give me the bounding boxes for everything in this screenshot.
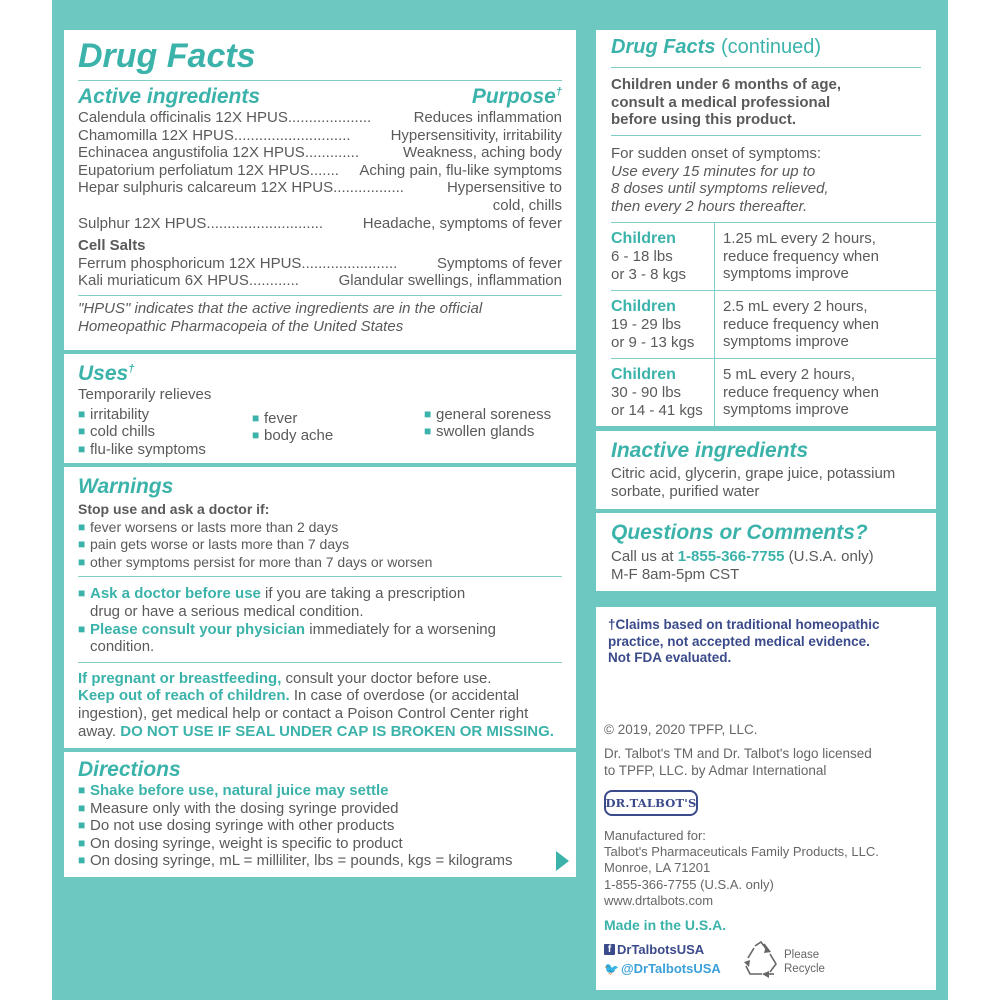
purpose-text: Reduces inflammation bbox=[413, 109, 562, 126]
ingredient-name: Eupatorium perfoliatum 12X HPUS bbox=[78, 161, 310, 179]
bullet-icon: ■ bbox=[78, 818, 86, 833]
leader-dots: ............................ bbox=[206, 214, 324, 232]
bullet-icon: ■ bbox=[78, 406, 86, 421]
uses-panel bbox=[64, 354, 576, 463]
bullet-icon: ■ bbox=[252, 410, 260, 425]
contact-info: Call us at 1-855-366-7755 (U.S.A. only) M-F 8am-5pm CST bbox=[611, 548, 874, 583]
ingredient-row bbox=[78, 144, 562, 162]
stop-use-heading: Stop use and ask a doctor if: bbox=[78, 501, 270, 517]
bullet-item: ■ body ache bbox=[252, 427, 334, 445]
twitter-handle[interactable]: 🐦 @DrTalbotsUSA bbox=[604, 961, 721, 976]
dosing-row bbox=[611, 290, 937, 358]
continued-title: Drug Facts (continued) bbox=[611, 36, 822, 58]
left-margin bbox=[0, 0, 52, 1000]
leader-dots: ............................ bbox=[233, 126, 351, 144]
active-ingredients-panel bbox=[64, 30, 576, 350]
ingredient-row bbox=[78, 215, 562, 233]
license-notice: Dr. Talbot's TM and Dr. Talbot's logo licensed to TPFP, LLC. by Admar International bbox=[604, 746, 872, 778]
purpose-text: cold, chills bbox=[492, 196, 562, 214]
cell-salts-list bbox=[78, 255, 562, 290]
ingredient-row bbox=[78, 255, 562, 273]
bullet-icon: ■ bbox=[78, 853, 86, 868]
bullet-icon: ■ bbox=[78, 537, 86, 552]
please-recycle-text: Please Recycle bbox=[784, 949, 825, 975]
bullet-item: ■ general soreness bbox=[424, 405, 552, 423]
age-weight-cell: Children 19 - 29 lbs or 9 - 13 kgs bbox=[611, 291, 715, 358]
leader-dots: ....... bbox=[309, 161, 339, 179]
uses-intro: Temporarily relieves bbox=[78, 386, 212, 403]
directions-panel bbox=[64, 752, 576, 877]
direction-item: ■ Shake before use, natural juice may settle bbox=[78, 782, 389, 799]
bullet-icon: ■ bbox=[78, 800, 86, 815]
bullet-icon: ■ bbox=[78, 519, 86, 534]
drug-facts-title: Drug Facts bbox=[78, 37, 256, 75]
dosing-table bbox=[611, 222, 937, 426]
ingredient-row bbox=[78, 179, 562, 197]
purpose-text: Hypersensitive to bbox=[446, 179, 562, 197]
right-margin bbox=[948, 0, 1000, 1000]
ask-doctor-warning: ■ Ask a doctor before use if you are taking a prescription drug or have a serious medical condition. ■ Please consult your physician immediately for a worsening condition. bbox=[78, 585, 496, 656]
ingredient-row bbox=[78, 197, 562, 215]
bullet-icon: ■ bbox=[78, 424, 86, 439]
ingredient-name: Chamomilla 12X HPUS bbox=[78, 126, 234, 144]
manufacturer-panel bbox=[596, 607, 936, 990]
dose-cell: 5 mL every 2 hours, reduce frequency when symptoms improve bbox=[723, 366, 879, 419]
bullet-item: ■ fever bbox=[252, 409, 298, 427]
dosing-row bbox=[611, 358, 937, 426]
warning-item: ■ pain gets worse or lasts more than 7 days bbox=[78, 536, 350, 553]
age-weight-cell: Children 6 - 18 lbs or 3 - 8 kgs bbox=[611, 223, 715, 290]
ingredient-name: Hepar sulphuris calcareum 12X HPUS bbox=[78, 179, 334, 197]
children-under-6-warning: Children under 6 months of age, consult a medical professional before using this product. bbox=[611, 76, 842, 129]
purpose-text: Weakness, aching body bbox=[403, 144, 562, 162]
dosing-row bbox=[611, 222, 937, 290]
continue-arrow-icon bbox=[556, 851, 569, 871]
bullet-icon: ■ bbox=[78, 441, 86, 456]
directions-list bbox=[78, 782, 562, 870]
bullet-icon: ■ bbox=[252, 428, 260, 443]
facebook-icon: f bbox=[604, 944, 615, 955]
dr-talbots-logo: DR.TALBOT'S bbox=[604, 790, 698, 816]
purpose-heading: Purpose† bbox=[471, 85, 562, 108]
drug-facts-continued-panel bbox=[596, 30, 936, 426]
leader-dots: ............. bbox=[304, 144, 359, 162]
pregnancy-and-children-warning: If pregnant or breastfeeding, consult your doctor before use. Keep out of reach of children. In case of overdose (or accidental ingestion), get medical help or contact a Poison Control Center right away. DO NOT USE IF SEAL UNDER CAP IS BROKEN OR MISSING. bbox=[78, 669, 554, 740]
purpose-text: Aching pain, flu-like symptoms bbox=[359, 161, 562, 179]
bullet-item: ■ swollen glands bbox=[424, 423, 535, 441]
hpus-note: "HPUS" indicates that the active ingredients are in the official Homeopathic Pharmacopeia of the United States bbox=[78, 299, 483, 335]
inactive-ingredients-panel bbox=[596, 431, 936, 509]
direction-item: ■ Do not use dosing syringe with other products bbox=[78, 817, 395, 835]
active-ingredients-heading: Active ingredients bbox=[78, 85, 261, 108]
bullet-item: ■ flu-like symptoms bbox=[78, 440, 206, 458]
bullet-icon: ■ bbox=[78, 783, 86, 797]
leader-dots: .................... bbox=[287, 109, 372, 126]
purpose-text: Headache, symptoms of fever bbox=[362, 214, 562, 232]
inactive-ingredients-heading: Inactive ingredients bbox=[611, 439, 809, 462]
purpose-text: Glandular swellings, inflammation bbox=[338, 272, 562, 290]
uses-column-3 bbox=[424, 406, 551, 441]
ingredient-row bbox=[78, 162, 562, 180]
uses-heading: Uses† bbox=[78, 362, 135, 385]
manufacturer-info: Manufactured for: Talbot's Pharmaceuticals Family Products, LLC. Monroe, LA 71201 1-855-366-7755 (U.S.A. only) www.drtalbots.com bbox=[604, 828, 879, 908]
copyright: © 2019, 2020 TPFP, LLC. bbox=[604, 722, 758, 737]
warnings-panel bbox=[64, 467, 576, 748]
warning-item: ■ fever worsens or lasts more than 2 days bbox=[78, 518, 339, 535]
ingredient-name: Kali muriaticum 6X HPUS bbox=[78, 272, 249, 290]
uses-column-2 bbox=[252, 410, 333, 445]
leader-dots: ................. bbox=[333, 179, 404, 197]
cell-salts-heading: Cell Salts bbox=[78, 237, 146, 255]
age-weight-cell: Children 30 - 90 lbs or 14 - 41 kgs bbox=[611, 359, 715, 426]
warnings-heading: Warnings bbox=[78, 475, 174, 498]
made-in-usa: Made in the U.S.A. bbox=[604, 917, 727, 933]
inactive-ingredients-text: Citric acid, glycerin, grape juice, potassium sorbate, purified water bbox=[611, 465, 896, 500]
phone-number[interactable]: 1-855-366-7755 bbox=[677, 548, 785, 565]
purpose-text: Hypersensitivity, irritability bbox=[390, 126, 562, 144]
ingredient-name: Calendula officinalis 12X HPUS bbox=[78, 109, 288, 126]
bullet-icon: ■ bbox=[424, 406, 432, 421]
recycle-icon bbox=[740, 940, 782, 983]
directions-heading: Directions bbox=[78, 758, 181, 781]
questions-panel bbox=[596, 513, 936, 591]
bullet-icon: ■ bbox=[78, 835, 86, 850]
ingredient-name: Sulphur 12X HPUS bbox=[78, 214, 207, 232]
bullet-icon: ■ bbox=[78, 586, 86, 601]
ingredient-row bbox=[78, 272, 562, 290]
active-ingredients-list bbox=[78, 109, 562, 232]
bullet-item: ■ cold chills bbox=[78, 423, 156, 441]
ingredient-row bbox=[78, 127, 562, 145]
ingredient-name: Ferrum phosphoricum 12X HPUS bbox=[78, 254, 302, 272]
purpose-text: Symptoms of fever bbox=[436, 254, 562, 272]
claims-disclaimer: †Claims based on traditional homeopathic practice, not accepted medical evidence. Not FDA evaluated. bbox=[608, 617, 880, 665]
bullet-icon: ■ bbox=[78, 621, 86, 636]
leader-dots: ....................... bbox=[301, 254, 398, 272]
direction-item: ■ On dosing syringe, weight is specific to product bbox=[78, 834, 403, 852]
bullet-icon: ■ bbox=[424, 424, 432, 439]
ingredient-name: Echinacea angustifolia 12X HPUS bbox=[78, 144, 305, 162]
leader-dots: ............ bbox=[248, 272, 299, 290]
uses-column-1 bbox=[78, 406, 206, 459]
facebook-handle[interactable]: f DrTalbotsUSA bbox=[604, 942, 704, 957]
dose-cell: 1.25 mL every 2 hours, reduce frequency when symptoms improve bbox=[723, 230, 879, 283]
dose-cell: 2.5 mL every 2 hours, reduce frequency when symptoms improve bbox=[723, 298, 879, 351]
bullet-item: ■ irritability bbox=[78, 405, 150, 423]
sudden-onset-instructions: For sudden onset of symptoms: Use every 15 minutes for up to 8 doses until symptoms relieved, then every 2 hours thereafter. bbox=[611, 145, 829, 215]
stop-use-list bbox=[78, 519, 562, 572]
ingredient-row bbox=[78, 109, 562, 127]
bullet-icon: ■ bbox=[78, 554, 86, 569]
twitter-icon: 🐦 bbox=[604, 961, 619, 976]
direction-item: ■ Measure only with the dosing syringe provided bbox=[78, 799, 399, 817]
warning-item: ■ other symptoms persist for more than 7 days or worsen bbox=[78, 553, 433, 570]
direction-item: ■ On dosing syringe, mL = milliliter, lbs = pounds, kgs = kilograms bbox=[78, 852, 513, 870]
questions-heading: Questions or Comments? bbox=[611, 521, 868, 544]
